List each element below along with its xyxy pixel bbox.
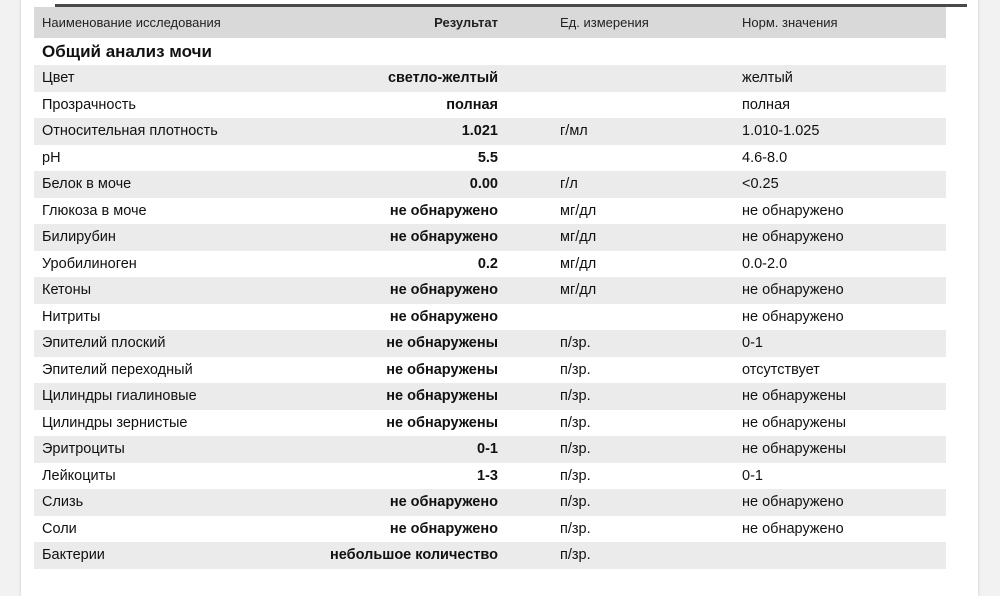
cell-unit: п/зр. — [504, 410, 692, 437]
table-row — [34, 65, 946, 92]
table-row — [34, 542, 946, 569]
header-norm: Норм. значения — [692, 7, 946, 38]
cell-norm: <0.25 — [692, 171, 946, 198]
cell-name: Цвет — [34, 65, 304, 92]
cell-name: Цилиндры зернистые — [34, 410, 304, 437]
cell-norm: не обнаружено — [692, 277, 946, 304]
cell-name: Лейкоциты — [34, 463, 304, 490]
cell-norm: не обнаружены — [692, 383, 946, 410]
cell-norm: желтый — [692, 65, 946, 92]
table-row — [34, 357, 946, 384]
table-row — [34, 330, 946, 357]
cell-name: Билирубин — [34, 224, 304, 251]
section-row — [34, 38, 946, 65]
cell-name: Кетоны — [34, 277, 304, 304]
cell-name: Цилиндры гиалиновые — [34, 383, 304, 410]
cell-name: Эпителий переходный — [34, 357, 304, 384]
cell-unit: п/зр. — [504, 436, 692, 463]
cell-name: Бактерии — [34, 542, 304, 569]
table-row — [34, 489, 946, 516]
cell-name: Глюкоза в моче — [34, 198, 304, 225]
cell-result: не обнаружены — [304, 357, 504, 384]
cell-result: не обнаружено — [304, 277, 504, 304]
cell-result: не обнаружено — [304, 304, 504, 331]
cell-result: 0-1 — [304, 436, 504, 463]
table-row — [34, 171, 946, 198]
table-row — [34, 410, 946, 437]
cell-result: 0.00 — [304, 171, 504, 198]
cell-name: Эритроциты — [34, 436, 304, 463]
cell-name: Прозрачность — [34, 92, 304, 119]
cell-name: Уробилиноген — [34, 251, 304, 278]
cell-unit: п/зр. — [504, 357, 692, 384]
cell-unit: п/зр. — [504, 463, 692, 490]
cell-result: 1.021 — [304, 118, 504, 145]
cell-name: Белок в моче — [34, 171, 304, 198]
cell-unit — [504, 145, 692, 172]
cell-unit — [504, 304, 692, 331]
cell-result: не обнаружены — [304, 410, 504, 437]
table-row — [34, 224, 946, 251]
cell-result: 0.2 — [304, 251, 504, 278]
table-row — [34, 198, 946, 225]
table-header — [34, 7, 946, 38]
cell-unit: г/мл — [504, 118, 692, 145]
cell-result: 5.5 — [304, 145, 504, 172]
cell-unit: п/зр. — [504, 330, 692, 357]
table-row — [34, 251, 946, 278]
table-row — [34, 118, 946, 145]
cell-name: Соли — [34, 516, 304, 543]
table-row — [34, 145, 946, 172]
cell-norm: не обнаружено — [692, 224, 946, 251]
cell-norm: 0.0-2.0 — [692, 251, 946, 278]
cell-unit: г/л — [504, 171, 692, 198]
cell-result: не обнаружено — [304, 489, 504, 516]
cell-norm: не обнаружено — [692, 304, 946, 331]
cell-name: Нитриты — [34, 304, 304, 331]
cell-result: полная — [304, 92, 504, 119]
cell-norm: отсутствует — [692, 357, 946, 384]
cell-name: Эпителий плоский — [34, 330, 304, 357]
cell-norm: не обнаружено — [692, 489, 946, 516]
cell-result: не обнаружены — [304, 330, 504, 357]
cell-norm — [692, 542, 946, 569]
header-result: Результат — [304, 7, 504, 38]
cell-norm: 4.6-8.0 — [692, 145, 946, 172]
cell-result: небольшое количество — [304, 542, 504, 569]
cell-name: pH — [34, 145, 304, 172]
table-row — [34, 383, 946, 410]
cell-norm: не обнаружены — [692, 436, 946, 463]
table-row — [34, 92, 946, 119]
cell-unit: мг/дл — [504, 224, 692, 251]
cell-result: не обнаружено — [304, 516, 504, 543]
cell-name: Слизь — [34, 489, 304, 516]
cell-norm: полная — [692, 92, 946, 119]
cell-norm: не обнаружено — [692, 198, 946, 225]
cell-unit: п/зр. — [504, 489, 692, 516]
table-row — [34, 463, 946, 490]
cell-unit: мг/дл — [504, 251, 692, 278]
cell-norm: 1.010-1.025 — [692, 118, 946, 145]
cell-result: не обнаружены — [304, 383, 504, 410]
cell-unit — [504, 65, 692, 92]
cell-result: светло-желтый — [304, 65, 504, 92]
table-body — [34, 38, 946, 569]
section-title: Общий анализ мочи — [34, 38, 946, 65]
header-unit: Ед. измерения — [504, 7, 692, 38]
cell-unit: мг/дл — [504, 277, 692, 304]
cell-unit: п/зр. — [504, 542, 692, 569]
cell-unit: мг/дл — [504, 198, 692, 225]
table-row — [34, 436, 946, 463]
cell-norm: не обнаружено — [692, 516, 946, 543]
cell-unit — [504, 92, 692, 119]
cell-norm: не обнаружены — [692, 410, 946, 437]
cell-result: 1-3 — [304, 463, 504, 490]
table-row — [34, 277, 946, 304]
header-name: Наименование исследования — [34, 7, 304, 38]
table-row — [34, 304, 946, 331]
table-row — [34, 516, 946, 543]
results-table — [34, 7, 946, 569]
cell-result: не обнаружено — [304, 198, 504, 225]
cell-norm: 0-1 — [692, 330, 946, 357]
cell-unit: п/зр. — [504, 383, 692, 410]
cell-result: не обнаружено — [304, 224, 504, 251]
cell-norm: 0-1 — [692, 463, 946, 490]
cell-name: Относительная плотность — [34, 118, 304, 145]
cell-unit: п/зр. — [504, 516, 692, 543]
